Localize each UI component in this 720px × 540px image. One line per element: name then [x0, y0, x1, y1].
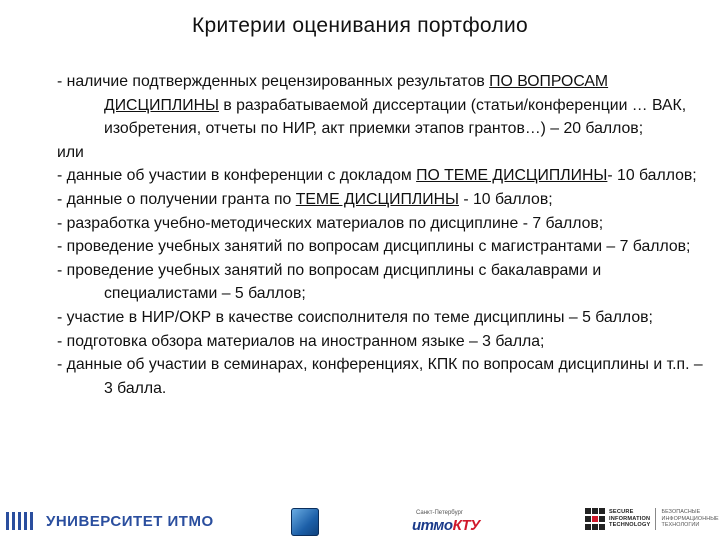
itmoktu-ktu: КТУ: [452, 517, 480, 534]
criteria-emphasis: ТЕМЕ ДИСЦИПЛИНЫ: [295, 190, 459, 208]
itmoktu-itmo: итмо: [412, 517, 453, 534]
sit-line: INFORMATION: [609, 515, 651, 522]
itmo-logo: [4, 508, 214, 534]
criteria-text: - проведение учебных занятий по вопросам дисциплины с магистрантами – 7 баллов;: [57, 238, 691, 256]
criteria-item: [57, 259, 707, 306]
itmo-mark-icon: [4, 508, 40, 534]
criteria-text: - наличие подтвержденных рецензированных результатов: [57, 73, 490, 90]
criteria-item: [57, 235, 707, 259]
windows-icon: [291, 508, 319, 536]
criteria-text: или: [57, 143, 84, 161]
criteria-item: [57, 188, 707, 212]
criteria-text: - участие в НИР/ОКР в качестве соисполнителя по теме дисциплины – 5 баллов;: [57, 308, 653, 326]
footer-logos: [0, 500, 720, 540]
sit-line: БЕЗОПАСНЫЕ: [661, 509, 701, 516]
criteria-text: в разрабатываемой диссертации (статьи/конференции … ВАК, изобретения, отчеты по НИР, акт приемки этапов грантов…) – 20 баллов;: [104, 96, 687, 138]
criteria-text: - 10 баллов;: [458, 190, 553, 208]
criteria-list: [57, 70, 707, 400]
criteria-text: - подготовка обзора материалов на иностранном языке – 3 балла;: [57, 332, 545, 350]
sit-divider: [655, 508, 656, 530]
itmoktu-logo: [410, 508, 480, 538]
itmoktu-text: [412, 517, 480, 534]
sit-mark-icon: [585, 508, 605, 530]
itmo-logo-text: УНИВЕРСИТЕТ ИТМО: [46, 512, 214, 530]
criteria-item: [57, 353, 707, 400]
criteria-text: - 10 баллов;: [607, 167, 697, 185]
criteria-text: - разработка учебно-методических материалов по дисциплине - 7 баллов;: [57, 214, 604, 232]
criteria-item-or: [57, 141, 707, 165]
criteria-emphasis: ПО ВОПРОСАМ ДИСЦИПЛИНЫ: [104, 73, 609, 114]
criteria-text: - проведение учебных занятий по вопросам дисциплины с бакалаврами и специалистами – 5 баллов;: [57, 261, 602, 303]
sit-line: TECHNOLOGY: [609, 522, 651, 529]
itmoktu-small-text: Санкт-Петербург: [416, 510, 464, 516]
sit-text-en: [609, 509, 650, 528]
sit-line: ТЕХНОЛОГИИ: [661, 522, 700, 529]
sit-line: ИНФОРМАЦИОННЫЕ: [661, 515, 719, 522]
slide-title: Критерии оценивания портфолио: [191, 14, 529, 37]
criteria-item: [57, 164, 707, 188]
criteria-item: [57, 212, 707, 236]
sit-line: SECURE: [609, 509, 634, 516]
criteria-text: - данные о получении гранта по: [57, 190, 296, 208]
criteria-item: [57, 70, 707, 141]
criteria-text: - данные об участии в конференции с докладом: [57, 167, 417, 185]
criteria-text: - данные об участии в семинарах, конференциях, КПК по вопросам дисциплины и т.п. – 3 балла.: [57, 356, 703, 397]
sit-logo: [585, 508, 719, 530]
criteria-item: [57, 330, 707, 354]
criteria-emphasis: ПО ТЕМЕ ДИСЦИПЛИНЫ: [416, 167, 608, 185]
criteria-item: [57, 306, 707, 330]
sit-text-ru: [661, 509, 718, 528]
